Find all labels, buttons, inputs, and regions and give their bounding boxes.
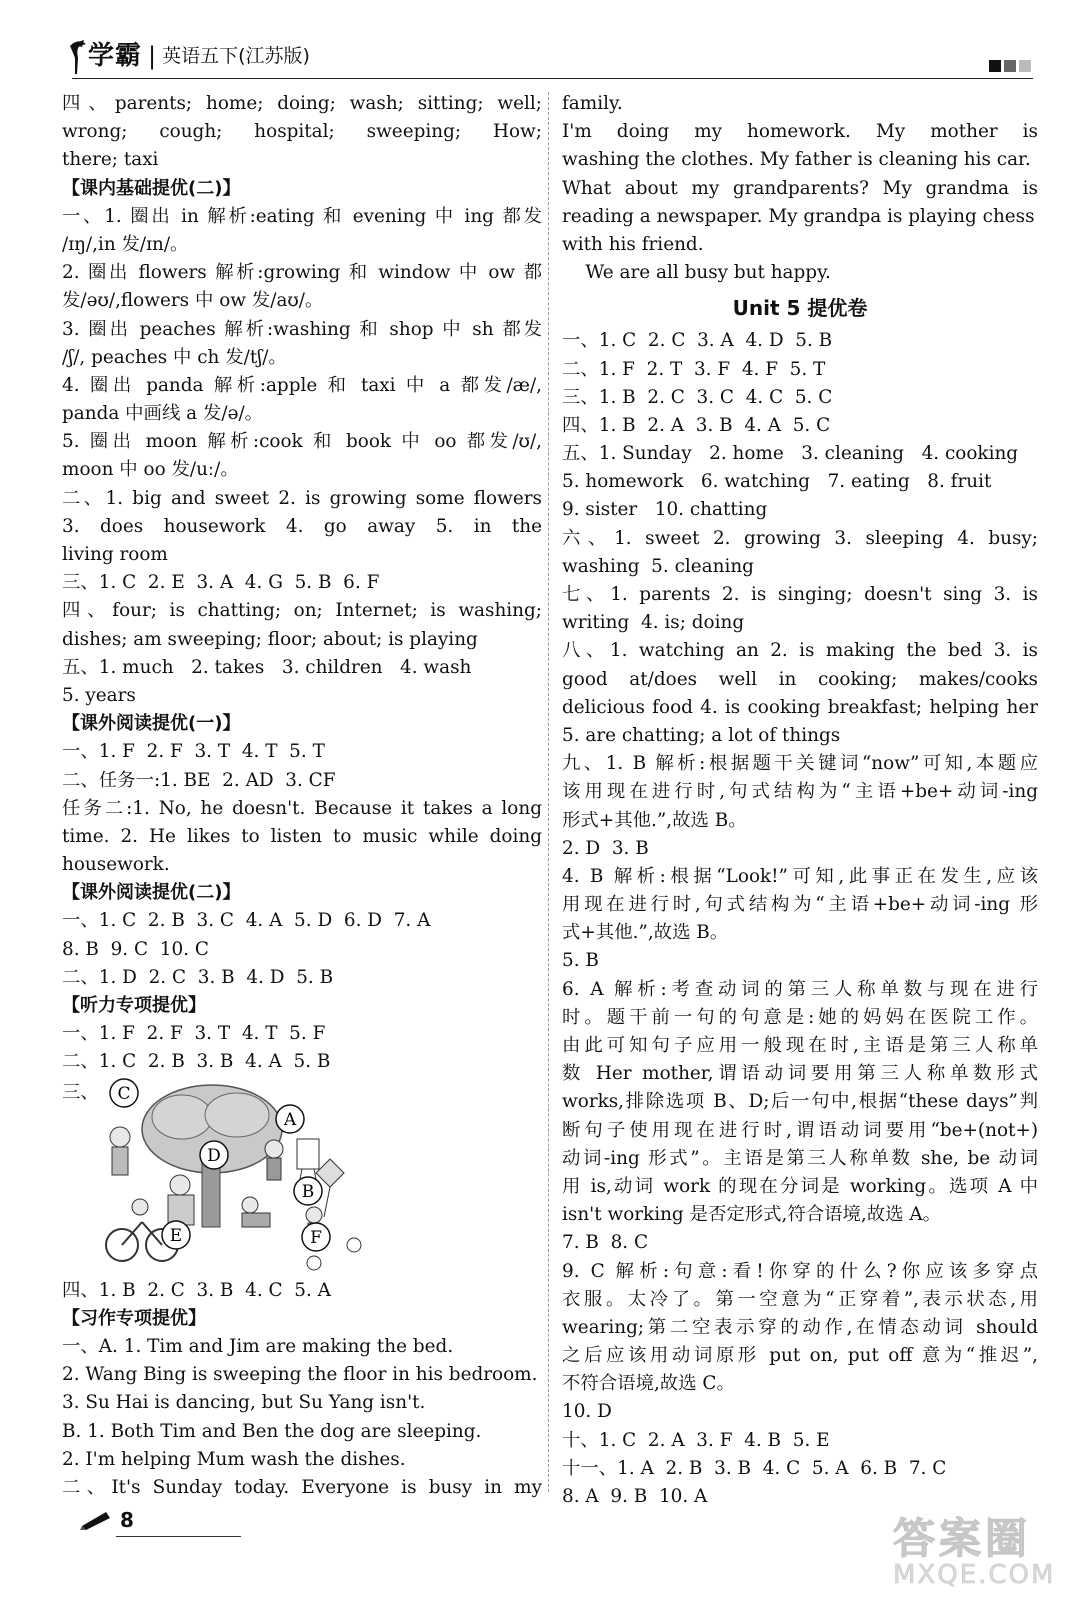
answer-line: delicious food 4. is cooking breakfast; helping her bbox=[562, 696, 1038, 718]
answer-line: 8. A 9. B 10. A bbox=[562, 1486, 708, 1507]
answer-line: 一、1. C 2. C 3. A 4. D 5. B bbox=[562, 330, 833, 352]
answer-line: 一、1. 圈出 in 解析:eating 和 evening 中 ing 都发 bbox=[62, 205, 542, 227]
answer-line: 10. D bbox=[562, 1401, 612, 1423]
answer-line: 十、1. C 2. A 3. F 4. B 5. E bbox=[562, 1429, 830, 1451]
answer-line: 4. B 解析:根据“Look!”可知,此事正在发生,应该 bbox=[562, 865, 1038, 887]
answer-line: 数 Her mother,谓语动词要用第三人称单数形式 bbox=[562, 1063, 1038, 1085]
answer-line: 9. sister 10. chatting bbox=[562, 499, 768, 521]
svg-text:F: F bbox=[310, 1227, 322, 1248]
answer-line: 任务二:1. No, he doesn't. Because it takes a long bbox=[62, 797, 542, 819]
answer-line: 2. I'm helping Mum wash the dishes. bbox=[62, 1448, 406, 1470]
answer-line: works,排除选项 B、D;后一句中,根据“these days”判 bbox=[562, 1091, 1038, 1113]
unit-title: Unit 5 提优卷 bbox=[732, 296, 868, 321]
answer-line: 6. A 解析:考查动词的第三人称单数与现在进行 bbox=[562, 978, 1038, 1000]
answer-line: 三、1. C 2. E 3. A 4. G 5. B 6. F bbox=[62, 572, 380, 594]
answer-line: 2. 圈出 flowers 解析:growing 和 window 中 ow 都 bbox=[62, 262, 542, 284]
answer-line: 之后应该用动词原形 put on, put off 意为“推迟”, bbox=[562, 1345, 1038, 1367]
answer-line: 由此可知句子应用一般现在时,主语是第三人称单 bbox=[562, 1035, 1038, 1056]
answer-line: washing 5. cleaning bbox=[562, 555, 754, 577]
answer-line: 该用现在进行时,句式结构为“主语+be+动词-ing bbox=[562, 781, 1038, 803]
answer-line: 一、1. C 2. B 3. C 4. A 5. D 6. D 7. A bbox=[62, 910, 431, 932]
label-f bbox=[302, 1223, 330, 1251]
answer-line: panda 中画线 a 发/ə/。 bbox=[62, 403, 264, 425]
answer-line: wearing;第二空表示穿的动作,在情态动词 should bbox=[562, 1316, 1038, 1338]
answer-line: /ɪŋ/,in 发/ɪn/。 bbox=[62, 233, 189, 255]
answer-line: isn't working 是否定形式,符合语境,故选 A。 bbox=[562, 1204, 942, 1226]
answer-line: there; taxi bbox=[62, 149, 159, 171]
answer-line: /ʃ/, peaches 中 ch 发/tʃ/。 bbox=[62, 346, 287, 368]
answer-line: time. 2. He likes to listen to music while doing bbox=[62, 825, 542, 847]
answer-line: 5. 圈出 moon 解析:cook 和 book 中 oo 都发/ʊ/, bbox=[62, 431, 542, 453]
answer-line: 四、1. B 2. C 3. B 4. C 5. A bbox=[62, 1279, 331, 1301]
answer-line: 7. B 8. C bbox=[562, 1232, 649, 1254]
answer-line: 七、1. parents 2. is singing; doesn't sing 3. is bbox=[562, 584, 1038, 605]
answer-line: family. bbox=[562, 93, 623, 114]
answer-line: dishes; am sweeping; floor; about; is playing bbox=[62, 628, 478, 650]
answer-line: with his friend. bbox=[562, 233, 704, 255]
answer-line: 5. are chatting; a lot of things bbox=[562, 724, 841, 746]
answer-line: 二、任务一:1. BE 2. AD 3. CF bbox=[62, 769, 336, 791]
svg-text:D: D bbox=[207, 1145, 221, 1166]
answer-line: 式+其他.”,故选 B。 bbox=[562, 922, 729, 944]
answer-line: 5. B bbox=[562, 950, 599, 972]
answer-line: 3. Su Hai is dancing, but Su Yang isn't. bbox=[62, 1392, 426, 1414]
answer-line: 二、1. D 2. C 3. B 4. D 5. B bbox=[62, 966, 334, 988]
section-heading: 【听力专项提优】 bbox=[62, 995, 206, 1016]
label-c bbox=[110, 1079, 138, 1107]
svg-text:A: A bbox=[283, 1109, 297, 1130]
answer-line: housework. bbox=[62, 854, 170, 876]
logo-pen-icon bbox=[68, 38, 88, 76]
answer-line: moon 中 oo 发/uː/。 bbox=[62, 459, 239, 481]
answer-line: writing 4. is; doing bbox=[562, 612, 745, 634]
answer-line: living room bbox=[62, 544, 168, 565]
brand-name: 学霸 bbox=[88, 41, 143, 71]
answer-line: 断句子使用现在进行时,谓语动词要用“be+(not+) bbox=[562, 1119, 1038, 1141]
answer-line: 一、A. 1. Tim and Jim are making the bed. bbox=[62, 1335, 454, 1357]
answer-line: 一、1. F 2. F 3. T 4. T 5. T bbox=[62, 741, 325, 763]
answer-line: 时。题干前一句的句意是:她的妈妈在医院工作。 bbox=[562, 1006, 1038, 1028]
answer-line: 一、1. F 2. F 3. T 4. T 5. F bbox=[62, 1023, 326, 1045]
answer-line: 用 is,动词 work 的现在分词是 working。选项 A 中 bbox=[562, 1175, 1038, 1197]
svg-text:C: C bbox=[117, 1083, 131, 1104]
answer-line: 8. B 9. C 10. C bbox=[62, 938, 209, 960]
answer-line: 四、1. B 2. A 3. B 4. A 5. C bbox=[562, 414, 831, 436]
answer-line: 2. D 3. B bbox=[562, 837, 649, 859]
book-title: 英语五下(江苏版) bbox=[162, 45, 310, 67]
label-d bbox=[200, 1141, 228, 1169]
answer-line: 5. years bbox=[62, 684, 136, 706]
watermark-top: 答案圈 bbox=[893, 1514, 1032, 1563]
illustration-prefix: 三、 bbox=[62, 1081, 99, 1103]
answer-line: 4. 圈出 panda 解析:apple 和 taxi 中 a 都发/æ/, bbox=[62, 374, 542, 396]
header-rule bbox=[72, 78, 1033, 79]
svg-text:E: E bbox=[169, 1225, 183, 1246]
answer-line: 九、1. B 解析:根据题干关键词“now”可知,本题应 bbox=[562, 753, 1038, 775]
answer-line: What about my grandparents? My grandma is bbox=[562, 177, 1038, 199]
answer-line: 动词-ing 形式”。主语是第三人称单数 she, be 动词 bbox=[562, 1147, 1038, 1169]
answer-line: 四、parents; home; doing; wash; sitting; well; bbox=[62, 93, 542, 114]
page-footer bbox=[80, 1500, 280, 1540]
answer-line: good at/does well in cooking; makes/cooks bbox=[562, 668, 1038, 690]
watermark-logo bbox=[893, 1506, 1063, 1594]
answer-line: 3. does housework 4. go away 5. in the bbox=[62, 515, 542, 537]
answer-line: 五、1. much 2. takes 3. children 4. wash bbox=[62, 656, 472, 678]
listening-illustration bbox=[62, 1077, 542, 1275]
svg-text:B: B bbox=[301, 1181, 315, 1202]
answer-line: 十一、1. A 2. B 3. B 4. C 5. A 6. B 7. C bbox=[562, 1457, 947, 1479]
label-e bbox=[162, 1221, 190, 1249]
section-heading: 【课外阅读提优(一)】 bbox=[62, 713, 241, 735]
watermark-bottom: MXQE.COM bbox=[893, 1560, 1056, 1590]
right-column bbox=[562, 90, 1038, 1511]
answer-line: 二、1. big and sweet 2. is growing some flowers bbox=[62, 487, 542, 509]
header-divider: | bbox=[148, 42, 157, 70]
section-heading: 【课外阅读提优(二)】 bbox=[62, 882, 241, 904]
brand-logo bbox=[68, 30, 310, 76]
page-header bbox=[0, 0, 1083, 80]
answer-line: 3. 圈出 peaches 解析:washing 和 shop 中 sh 都发 bbox=[62, 318, 542, 340]
answer-line: 衣服。太冷了。第一空意为“正穿着”,表示状态,用 bbox=[562, 1288, 1038, 1310]
left-column bbox=[62, 90, 542, 1502]
answer-line: wrong; cough; hospital; sweeping; How; bbox=[62, 121, 542, 143]
answer-line: 二、It's Sunday today. Everyone is busy in my bbox=[62, 1476, 542, 1498]
answer-line: 形式+其他.”,故选 B。 bbox=[562, 809, 747, 831]
answer-line: 四、four; is chatting; on; Internet; is washing; bbox=[62, 600, 542, 622]
label-b bbox=[294, 1177, 322, 1205]
answer-line: 六、1. sweet 2. growing 3. sleeping 4. busy; bbox=[562, 527, 1038, 549]
answer-line: 5. homework 6. watching 7. eating 8. fruit bbox=[562, 471, 992, 493]
answer-line: reading a newspaper. My grandpa is playing chess bbox=[562, 205, 1035, 227]
answer-line: 二、1. F 2. T 3. F 4. F 5. T bbox=[562, 358, 826, 380]
section-heading: 【习作专项提优】 bbox=[62, 1307, 206, 1329]
answer-line: 不符合语境,故选 C。 bbox=[562, 1373, 735, 1395]
answer-line: washing the clothes. My father is cleaning his car. bbox=[562, 149, 1031, 171]
answer-line: We are all busy but happy. bbox=[562, 262, 831, 284]
answer-line: 八、1. watching an 2. is making the bed 3. is bbox=[562, 640, 1038, 662]
park-scene-illustration bbox=[62, 1077, 362, 1275]
header-squares-icon bbox=[989, 60, 1031, 72]
answer-line: 二、1. C 2. B 3. B 4. A 5. B bbox=[62, 1051, 331, 1073]
page-number: 8 bbox=[120, 1508, 134, 1532]
answer-line: B. 1. Both Tim and Ben the dog are sleeping. bbox=[62, 1420, 482, 1442]
footer-rule bbox=[116, 1536, 241, 1537]
answer-line: 三、1. B 2. C 3. C 4. C 5. C bbox=[562, 386, 833, 408]
section-heading: 【课内基础提优(二)】 bbox=[62, 177, 241, 199]
answer-line: I'm doing my homework. My mother is bbox=[562, 121, 1038, 143]
pencil-icon bbox=[80, 1508, 114, 1530]
answer-line: 9. C 解析:句意:看!你穿的什么?你应该多穿点 bbox=[562, 1260, 1038, 1282]
answer-line: 发/əʊ/,flowers 中 ow 发/aʊ/。 bbox=[62, 290, 324, 312]
answer-line: 2. Wang Bing is sweeping the floor in his bedroom. bbox=[62, 1364, 538, 1386]
answer-line: 五、1. Sunday 2. home 3. cleaning 4. cooking bbox=[562, 443, 1019, 465]
answer-line: 用现在进行时,句式结构为“主语+be+动词-ing 形 bbox=[562, 894, 1038, 916]
label-a bbox=[276, 1105, 304, 1133]
column-separator bbox=[548, 92, 549, 1492]
